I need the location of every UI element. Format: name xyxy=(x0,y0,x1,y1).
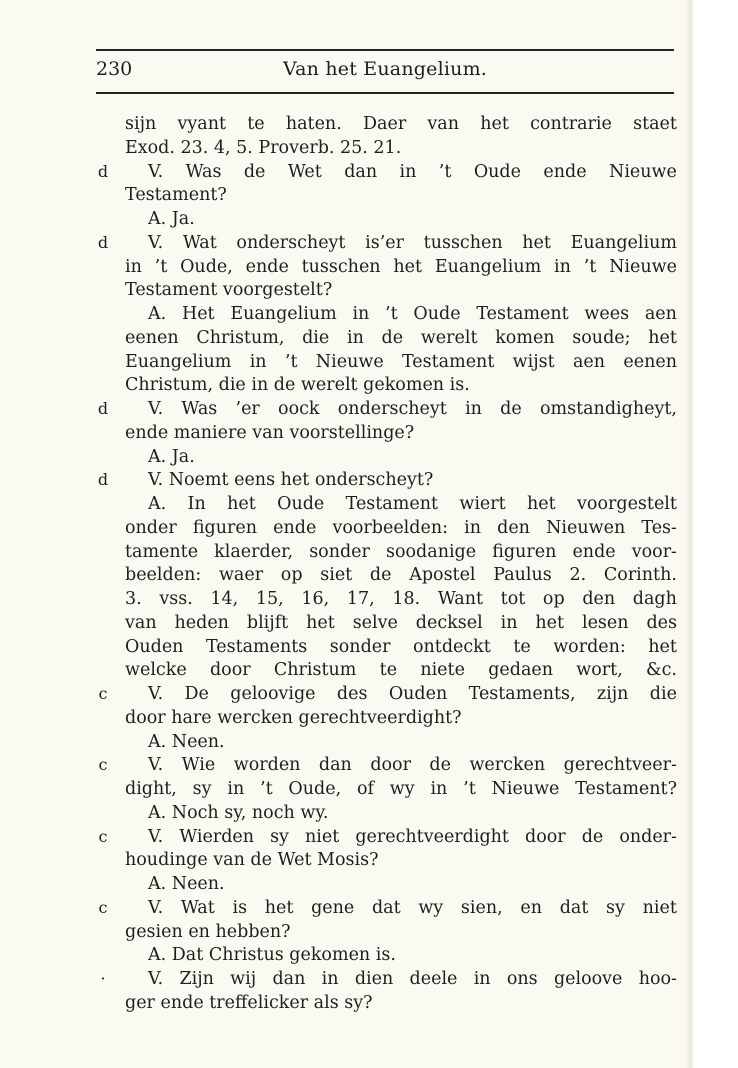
word: niete xyxy=(420,660,465,680)
word: gerechtveerdight xyxy=(355,827,509,847)
word: eenen xyxy=(623,352,677,372)
text-line: gesien en hebben? xyxy=(125,922,291,942)
text-line: ende maniere van voorstellinge? xyxy=(125,423,415,443)
word: V. xyxy=(148,162,164,182)
word: wercken xyxy=(469,755,546,775)
word: geloovige xyxy=(230,684,316,704)
word: Christum, xyxy=(196,328,285,348)
word: komen xyxy=(495,328,555,348)
word: van xyxy=(125,613,157,633)
word: het xyxy=(535,613,565,633)
word: siet xyxy=(320,565,353,585)
word: Nieuwe xyxy=(609,162,677,182)
text-line: Christum, die in de werelt gekomen is. xyxy=(125,375,470,395)
word: tamente xyxy=(125,542,199,562)
word: Testaments xyxy=(205,637,308,657)
margin-marker: · xyxy=(100,969,106,988)
word: ende xyxy=(543,162,587,182)
word: Testament? xyxy=(575,779,677,799)
text-line: A. Neen. xyxy=(148,874,225,894)
word: 16, xyxy=(301,589,330,609)
word: voorgestelt xyxy=(577,494,677,514)
running-title: Van het Euangelium. xyxy=(282,58,488,80)
word: omstandigheyt, xyxy=(539,399,677,419)
word: Euangelium xyxy=(434,257,542,277)
text-line xyxy=(148,492,677,516)
word: het xyxy=(264,898,294,918)
word: werelt xyxy=(420,328,478,348)
margin-marker: d xyxy=(97,470,109,489)
word: op xyxy=(280,565,303,585)
word: voor- xyxy=(631,542,677,562)
word: sonder xyxy=(309,542,370,562)
word: onderscheyt xyxy=(337,399,447,419)
word: In xyxy=(187,494,206,514)
word: V. xyxy=(148,684,164,704)
word: contrarie xyxy=(530,114,612,134)
text-line: A. Ja. xyxy=(148,447,195,467)
word: V. xyxy=(148,969,164,989)
word: selve xyxy=(352,613,398,633)
text-line: V. Noemt eens het onderscheyt? xyxy=(148,470,434,490)
text-line xyxy=(125,635,677,659)
text-line: A. Dat Christus gekomen is. xyxy=(148,945,396,965)
text-line: ger ende treffelicker als sy? xyxy=(125,993,373,1013)
word: Ouden xyxy=(125,637,184,657)
word: in xyxy=(464,518,481,538)
word: eenen xyxy=(125,328,179,348)
word: Testament xyxy=(345,494,438,514)
word: is’er xyxy=(365,233,404,253)
word: ’t xyxy=(583,257,597,277)
text-line xyxy=(125,326,677,350)
word: of xyxy=(356,779,374,799)
text-line xyxy=(125,777,677,801)
header-rule-top xyxy=(96,49,674,51)
word: wees xyxy=(584,304,630,324)
word: soude; xyxy=(572,328,631,348)
word: door xyxy=(525,827,566,847)
header-rule-bottom xyxy=(96,92,674,94)
word: des xyxy=(336,684,368,704)
word: gedaen xyxy=(488,660,554,680)
margin-marker: d xyxy=(97,162,109,181)
text-line xyxy=(125,350,677,374)
text-line xyxy=(148,753,677,777)
word: 3. xyxy=(125,589,142,609)
word: heden xyxy=(174,613,229,633)
word: op xyxy=(542,589,565,609)
word: deele xyxy=(409,969,458,989)
word: V. xyxy=(148,233,164,253)
text-line xyxy=(125,255,677,279)
word: Wierden xyxy=(179,827,255,847)
word: sonder xyxy=(329,637,391,657)
word: gerechtveer- xyxy=(563,755,677,775)
word: de xyxy=(429,755,451,775)
page-header xyxy=(96,58,674,88)
word: staet xyxy=(633,114,677,134)
word: in xyxy=(500,613,518,633)
margin-marker: d xyxy=(97,399,109,418)
text-line: Exod. 23. 4, 5. Proverb. 25. 21. xyxy=(125,138,402,158)
text-line xyxy=(125,540,677,564)
text-line xyxy=(148,896,677,920)
word: figuren xyxy=(192,518,257,538)
word: het xyxy=(648,328,677,348)
word: Oude xyxy=(473,162,521,182)
word: in xyxy=(321,969,339,989)
margin-marker: c xyxy=(98,827,108,846)
word: in xyxy=(125,257,142,277)
word: in xyxy=(399,162,417,182)
word: V. xyxy=(148,399,164,419)
text-line xyxy=(148,231,677,255)
word: die xyxy=(649,684,677,704)
text-line xyxy=(148,682,677,706)
word: onderscheyt xyxy=(236,233,346,253)
word: Ouden xyxy=(388,684,448,704)
word: de xyxy=(369,565,392,585)
word: waer xyxy=(218,565,264,585)
word: Wat xyxy=(182,233,217,253)
word: het xyxy=(227,494,256,514)
word: wijst xyxy=(512,352,555,372)
word: door xyxy=(209,660,251,680)
text-line xyxy=(148,302,677,326)
word: te xyxy=(247,114,265,134)
word: Daer xyxy=(363,114,407,134)
text-line xyxy=(125,112,677,136)
word: wiert xyxy=(459,494,506,514)
word: oock xyxy=(278,399,320,419)
word: Wat xyxy=(180,898,215,918)
word: van xyxy=(427,114,459,134)
word: Testament xyxy=(401,352,495,372)
text-line: door hare wercken gerechtveerdight? xyxy=(125,708,462,728)
page-number: 230 xyxy=(96,58,133,80)
word: dan xyxy=(344,162,378,182)
text-line: A. Noch sy, noch wy. xyxy=(148,803,329,823)
text-line xyxy=(125,516,677,540)
word: ende xyxy=(572,542,616,562)
word: 18. xyxy=(392,589,421,609)
word: niet xyxy=(642,898,677,918)
word: en xyxy=(520,898,542,918)
word: voorbeelden: xyxy=(332,518,448,538)
word: ontdeckt xyxy=(412,637,491,657)
word: worden xyxy=(233,755,301,775)
text-line xyxy=(125,611,677,635)
word: aen xyxy=(573,352,606,372)
word: ’t xyxy=(154,257,168,277)
word: door xyxy=(370,755,411,775)
word: Want xyxy=(437,589,484,609)
word: tusschen xyxy=(423,233,503,253)
word: onder- xyxy=(619,827,677,847)
word: V. xyxy=(148,827,164,847)
word: wy xyxy=(418,898,444,918)
word: beelden: xyxy=(125,565,202,585)
text-line: houdinge van de Wet Mosis? xyxy=(125,850,379,870)
word: sy xyxy=(192,779,212,799)
word: Was xyxy=(181,399,218,419)
word: ende xyxy=(245,257,289,277)
word: sijn xyxy=(125,114,157,134)
text-line xyxy=(125,658,677,682)
word: decksel xyxy=(415,613,483,633)
word: vyant xyxy=(177,114,227,134)
word: in xyxy=(473,969,491,989)
word: dan xyxy=(272,969,306,989)
text-line xyxy=(148,397,677,421)
word: vss. xyxy=(159,589,193,609)
word: Nieuwe xyxy=(491,779,560,799)
word: Nieuwe xyxy=(609,257,677,277)
word: de xyxy=(243,162,266,182)
word: Wet xyxy=(287,162,322,182)
word: Oude xyxy=(277,494,325,514)
word: dan xyxy=(318,755,352,775)
word: A. xyxy=(148,304,167,324)
margin-marker: d xyxy=(97,233,109,252)
word: aen xyxy=(644,304,677,324)
word: gene xyxy=(311,898,355,918)
word: de xyxy=(500,399,522,419)
text-line xyxy=(148,160,677,184)
word: welcke xyxy=(125,660,187,680)
word: tot xyxy=(500,589,526,609)
word: haten. xyxy=(285,114,342,134)
word: blijft xyxy=(246,613,289,633)
word: Nieuwen xyxy=(546,518,626,538)
word: onder xyxy=(125,518,177,538)
word: lesen xyxy=(581,613,629,633)
word: in xyxy=(227,779,245,799)
word: den xyxy=(582,589,616,609)
word: figuren xyxy=(492,542,557,562)
word: Tes- xyxy=(641,518,677,538)
word: dagh xyxy=(632,589,677,609)
text-line xyxy=(148,825,677,849)
word: het xyxy=(306,613,335,633)
word: soodanige xyxy=(386,542,477,562)
word: in xyxy=(465,399,482,419)
word: het xyxy=(527,494,556,514)
word: 14, xyxy=(210,589,239,609)
word: Nieuwe xyxy=(315,352,384,372)
text-line: Testament? xyxy=(125,185,227,205)
word: de xyxy=(581,827,604,847)
word: A. xyxy=(148,494,167,514)
word: niet xyxy=(305,827,340,847)
word: het xyxy=(480,114,509,134)
word: zijn xyxy=(596,684,629,704)
word: sien, xyxy=(460,898,503,918)
word: Zijn xyxy=(179,969,214,989)
word: sy xyxy=(606,898,625,918)
word: in xyxy=(554,257,571,277)
word: worden: xyxy=(553,637,626,657)
text-line: Testament voorgestelt? xyxy=(125,280,333,300)
word: sy xyxy=(270,827,289,847)
word: Paulus xyxy=(493,565,552,585)
word: Oude, xyxy=(180,257,233,277)
word: 2. xyxy=(569,565,587,585)
word: Euangelium xyxy=(230,304,337,324)
word: V. xyxy=(148,755,164,775)
word: wort, xyxy=(576,660,623,680)
word: wij xyxy=(230,969,257,989)
word: wy xyxy=(389,779,415,799)
word: het xyxy=(648,637,677,657)
word: den xyxy=(497,518,530,538)
word: die xyxy=(302,328,330,348)
word: De xyxy=(184,684,209,704)
word: te xyxy=(379,660,398,680)
word: Euangelium xyxy=(125,352,232,372)
word: is xyxy=(232,898,248,918)
margin-marker: c xyxy=(98,898,108,917)
word: Apostel xyxy=(409,565,476,585)
text-line xyxy=(148,967,677,991)
text-line xyxy=(125,563,677,587)
word: in xyxy=(430,779,448,799)
word: Christum xyxy=(273,660,357,680)
word: te xyxy=(513,637,531,657)
margin-marker: c xyxy=(98,684,108,703)
word: tusschen xyxy=(301,257,381,277)
word: 17, xyxy=(346,589,375,609)
word: Het xyxy=(181,304,215,324)
text-line: A. Neen. xyxy=(148,732,225,752)
word: de xyxy=(381,328,404,348)
word: ’t xyxy=(284,352,298,372)
word: ’er xyxy=(235,399,260,419)
text-line: A. Ja. xyxy=(148,209,195,229)
text-line xyxy=(125,587,677,611)
word: Euangelium xyxy=(570,233,677,253)
word: Corinth. xyxy=(603,565,677,585)
word: 15, xyxy=(255,589,284,609)
word: V. xyxy=(148,898,164,918)
word: Testament xyxy=(476,304,569,324)
word: het xyxy=(393,257,423,277)
word: ’t xyxy=(385,304,398,324)
word: dien xyxy=(354,969,394,989)
word: hoo- xyxy=(638,969,677,989)
word: Testaments, xyxy=(468,684,576,704)
word: in xyxy=(352,304,370,324)
word: ’t xyxy=(463,779,476,799)
word: Was xyxy=(185,162,222,182)
word: ons xyxy=(506,969,538,989)
word: dat xyxy=(559,898,589,918)
word: Oude, xyxy=(288,779,342,799)
word: geloove xyxy=(553,969,623,989)
page-edge-shadow xyxy=(686,0,694,1068)
word: ’t xyxy=(438,162,452,182)
word: des xyxy=(646,613,677,633)
word: klaerder, xyxy=(214,542,294,562)
word: ende xyxy=(273,518,317,538)
margin-marker: c xyxy=(98,755,108,774)
word: dight, xyxy=(125,779,177,799)
word: &c. xyxy=(646,660,677,680)
word: ’t xyxy=(260,779,273,799)
word: in xyxy=(346,328,364,348)
word: dat xyxy=(371,898,401,918)
word: Oude xyxy=(413,304,461,324)
word: Wie xyxy=(181,755,216,775)
word: in xyxy=(249,352,267,372)
word: het xyxy=(522,233,551,253)
